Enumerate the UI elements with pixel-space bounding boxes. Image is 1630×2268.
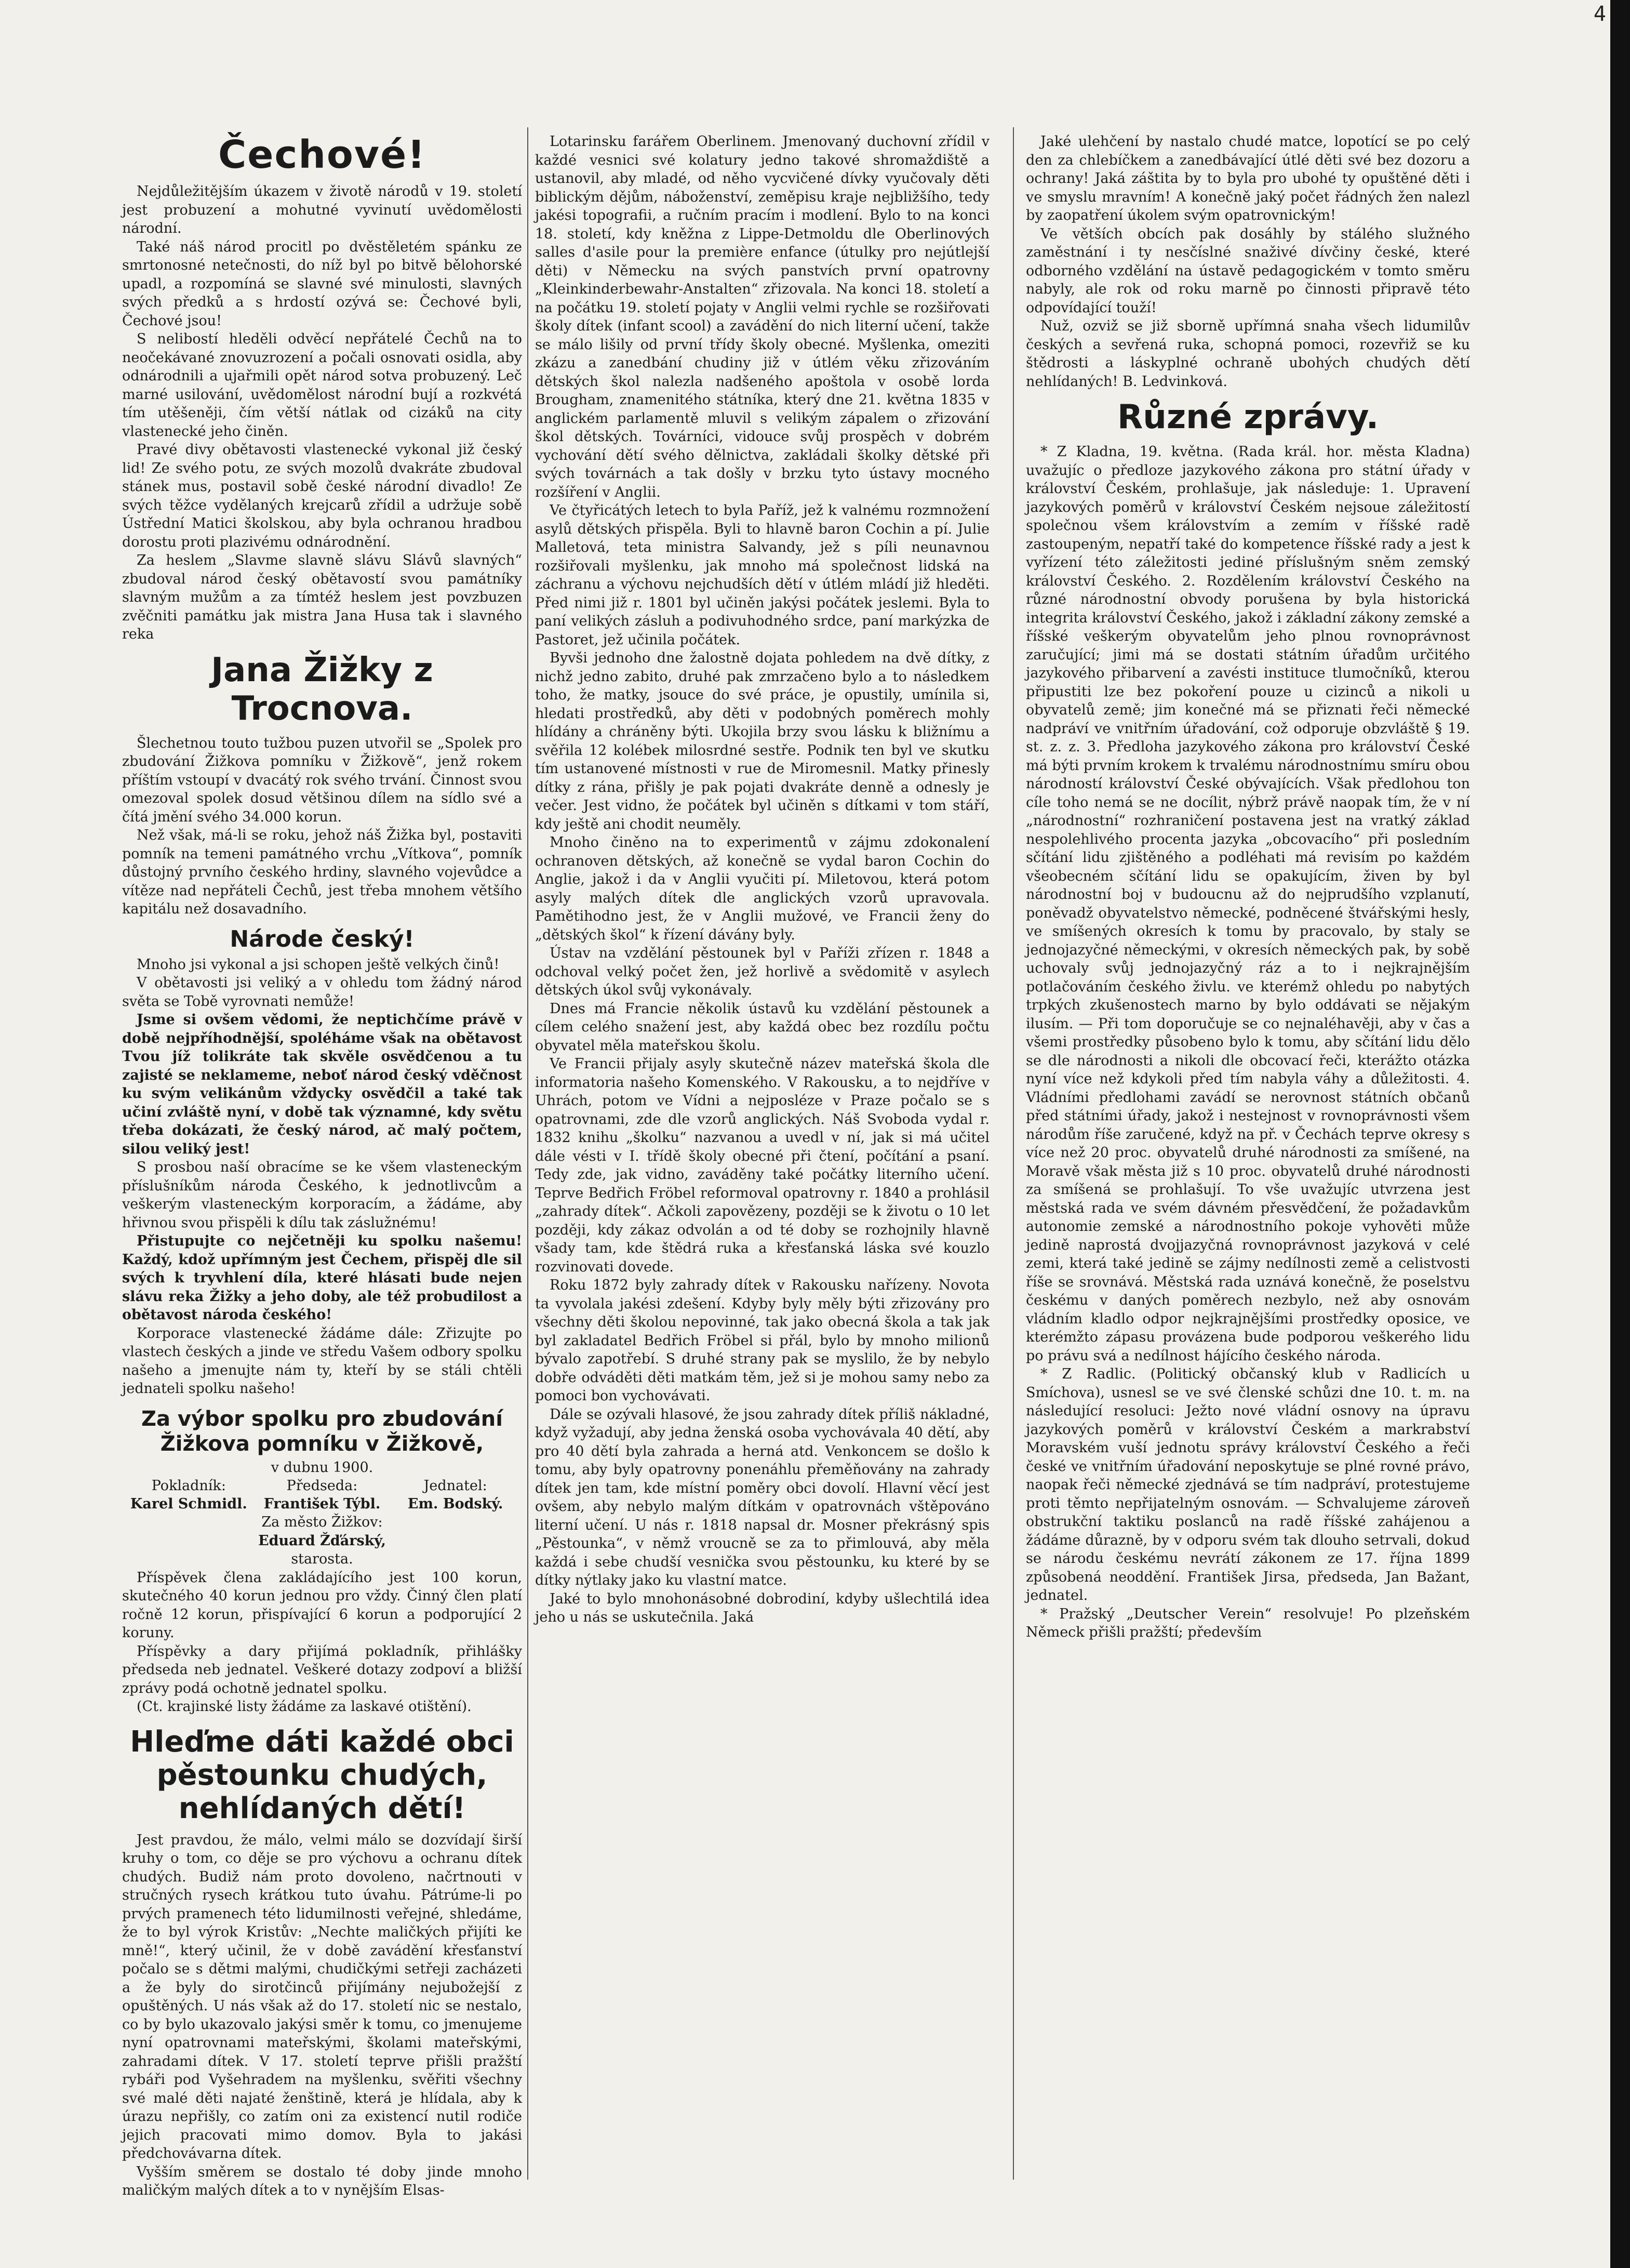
mayor-name: Eduard Žďárský, <box>258 1532 386 1549</box>
committee-title: Za výbor spolku pro zbudování Žižkova pomníku v Žižkově, <box>141 1407 503 1456</box>
paragraph: * Z Kladna, 19. května. (Rada král. hor. města Kladna) uvažujíc o předloze jazykového zákona pro státní úřady v království Českém, prohlašuje, jak následuje: 1. Upravení jazykových poměrů v království Českém nejsoue záležitostí společnou všem královstvím a zemím v říšské radě zastoupeným, nepatří také do kompetence říšské rady a jest k vyřízení této záležitosti jediné příslušným sněm zemský království Českého. 2. Rozdělením království Českého na různé národnostní obvody porušena by byla historická integrita království Českého, jakož i základní zákony zemské a říšské veškerým obyvatelům jeho plnou rovnoprávnost zaručující; jimi má se dostati státním úřadům určitého jazykového přibarvení a zavésti instituce tlumočníků, kterou připustiti lze bez pokoření pouze u cizinců a nikoli u obyvatelů země; jim konečné má se přiznati řeči německé nadpráví ve vnitřním úřadování, což odporuje obzvláště § 19. st. z. z. 3. Předloha jazykového zákona pro království České má býti prvním krokem k trvalému národnostnímu smíru obou národností království České obývajících. Však předlohou ton cíle toho nemá se ne docílit, nýbrž právě naopak tím, že v ní „národnostní“ rozhraničení postavena jest na vratký základ nespolehlivého procenta jazyka „obcovacího“ při posledním sčítání lidu zjištěného a podléhati má revisím po každém všeobecném sčítání lidu se opakujícím, živen by byl národnostní boj v budoucnu až do nejprudšího vzplanutí, poněvadž obyvatelstvo německé, podněcené štvářskými hesly, ve smíšených okresích k tomu by pracovalo, by staly se jednojazyčné německými, v okresích německých pak, by sobě uchovaly svůj jednojazyčný ráz a to i nejkrajnějším potlačováním českého živlu. ve kterémž ohledu po nabytých trpkých zkušenostech marno by bylo oddávati se nějakým ilusím. — Při tom doporučuje se co nejnaléhavěji, aby v čas a všemi prostředky působeno bylo k tomu, aby sčítání lidu dělo se dle národnosti a nikoli dle obcovací řeči, kterážto otázka nyní více než kdykoli před tím nabyla váhy a důležitosti. 4. Vládními předlohami zavádí se nerovnost státních občanů před státními úřady, jakož i nestejnost v rovnoprávnosti všem národům říše zaručené, když na př. v Čechách teprve okresy s více než 20 proc. obyvatelů druhé národnosti za smíšené, na Moravě však města již s 10 proc. obyvatelů druhé národnosti za smíšená se prohlašují. To vše uvažujíc utvrzena jest městská rada ve svém dávném přesvědčení, že požadavkům autonomie zemské a národnostního pokoje vyhověti může jedině naprostá dvojjazyčná rovnoprávnost jazyková v celé zemi, která také jedině se zájmy nedílnosti země a celistvosti říše se srovnává. Městská rada uznává konečně, že poselstvu českému v daných poměrech nezbylo, než aby osnovám vládním kladlo odpor nejkrajnějšími prostředky oposice, ve kterémžto zápasu provázena bude podporou veškerého lidu po právu svá a nedílnost hájícího českého národa. <box>1026 444 1470 1364</box>
paragraph: Dnes má Francie několik ústavů ku vzdělání pěstounek a cílem celého snažení jest, aby každá obec bez rozdílu počtu obyvatel měla mateřskou školu. <box>535 1000 990 1054</box>
paragraph: Jaké ulehčení by nastalo chudé matce, lopotící se po celý den za chlebíčkem a zanedbávající útlé děti své bez dozoru a ochrany! Jaká záštita by to byla pro ubohé ty opuštěné děti i ve smyslu mravním! A konečně jaký počet řádných žen nalezl by zaopatření úkolem svým opatrovnickým! <box>1026 134 1470 223</box>
paragraph: * Pražský „Deutscher Verein“ resolvuje! Po plzeňském Německ přišli pražští; především <box>1026 1606 1470 1640</box>
column-rule <box>1013 127 1014 2180</box>
paragraph: Ústav na vzdělání pěstounek byl v Paříži zřízen r. 1848 a odchoval velký počet žen, jež horlivě a svědomitě v asylech dětských úkol svůj vykonávaly. <box>535 945 990 998</box>
paragraph: S prosbou naší obracíme se ke všem vlasteneckým příslušníkům národa Českého, k jednotlivcům a veškerým vlasteneckým korporacím, a žádáme, aby hřivnou svou přispěli k dílu tak záslužnému! <box>122 1159 522 1231</box>
column-1 <box>122 132 522 2199</box>
heading-jana-zizky: Jana Žižky z Trocnova. <box>211 651 433 728</box>
column-3 <box>1026 132 1470 2180</box>
scan-edge <box>1610 0 1630 2268</box>
paragraph: Vyšším směrem se dostalo té doby jinde mnoho maličkým malých dítek a to v nynějším Elsas- <box>122 2164 522 2199</box>
column-rule <box>527 127 528 2180</box>
paragraph: Nejdůležitějším úkazem v životě národů v 19. století jest probuzení a mohutné vyvinutí uvědomělosti národní. <box>122 183 522 236</box>
names-row <box>122 1495 522 1513</box>
paragraph: Ve čtyřicátých letech to byla Paříž, jež k valnému rozmnožení asylů dětských přispěla. Byli to hlavně baron Cochin a pí. Julie Malletová, teta ministra Salvandy, jež s píli neunavnou rozšiřovali myšlenku, jak mnoho má společnost lidská na záchranu a výchovu nejchudších dětí v útlém mládí již hleděti. Před nimi již r. 1801 byl učiněn jakýsi počátek jeslemi. Byla to paní velikých zásluh a podivuhodného srdce, paní markýzka de Pastoret, jež učinila počátek. <box>535 502 990 648</box>
paragraph: Mnoho jsi vykonal a jsi schopen ještě velkých činů! <box>137 956 500 973</box>
person-name: František Týbl. <box>263 1496 381 1512</box>
paragraph: Příspěvky a dary přijímá pokladník, přihlášky předseda neb jednatel. Veškeré dotazy zodpoví a bližší zprávy podá ochotně jednatel spolku. <box>122 1643 522 1696</box>
paragraph: Nuž, ozviž se již sborně upřímná snaha všech lidumilův českých a sevřená ruka, schopná pomoci, rozevřiž se ku štědrosti a láskyplné ochraně ubohých chudých dětí nehlídaných! B. Ledvinková. <box>1026 318 1470 390</box>
person-name: Em. Bodský. <box>407 1496 503 1512</box>
paragraph: (Ct. krajinské listy žádáme za laskavé otištění). <box>137 1699 472 1715</box>
paragraph: Pravé divy obětavosti vlastenecké vykonal již český lid! Ze svého potu, ze svých mozolů dvakráte zbudoval stánek mus, postavil sobě české národní divadlo! Ze svých těžce vydělaných krejcarů zřídil a udržuje sobě Ústřední Matici školskou, aby byla ochranou hradbou dorostu proti plazivému odnárodnění. <box>122 442 522 550</box>
paragraph: Jaké to bylo mnohonásobné dobrodiní, kdyby ušlechtilá idea jeho u nás se uskutečnila. Jaká <box>535 1590 990 1625</box>
committee-date: v dubnu 1900. <box>271 1459 373 1476</box>
role-label: Pokladník: <box>151 1478 226 1494</box>
paragraph: Jest pravdou, že málo, velmi málo se dozvídají širší kruhy o tom, co děje se pro výchovu a ochranu dítek chudých. Budiž nám proto dovoleno, načrtnouti v stručných rysech krátkou tuto úvahu. Pátrúme-li po prvých pramenech této lidumilnosti veřejné, shledáme, že to byl výrok Kristův: „Nechte maličkých přijíti ke mně!“, který učinil, že v době zavádění křesťanství počalo se s dětmi malými, chudičkými setřeji zacházeti a že byly do sirotčinců přijímány nejubožejší z opuštěných. U nás však až do 17. století nic se nestalo, co by bylo ukazovalo jakýsi směr k tomu, co jmenujeme nyní opatrovnami mateřskými, školami mateřskými, zahradami dítek. V 17. století teprve přišli pražští rybáři pod Vyšehradem na myšlenku, svěřiti všechny své malé děti najaté ženštině, která je hlídala, aby k úrazu nepřišly, co zatím oni za existencí nutil rodiče jejich pracovati mimo domov. Byla to jakási předchovávarna dítek. <box>122 1832 522 2162</box>
paragraph: Také náš národ procitl po dvěstěletém spánku ze smrtonosné netečnosti, do níž byl po bitvě bělohorské upadl, a rozpomíná se slavné své minulosti, slavných svých předků a s hrdostí ozývá se: Čechové byli, Čechové jsou! <box>122 238 522 329</box>
paragraph: Jsme si ovšem vědomi, že neptichčíme právě v době nejpříhodnější, spoléháme však na obětavost Tvou jíž tolikráte tak skvěle osvědčenou a tu zajisté se neklameme, neboť národ český vděčnost ku svým velikánům vždycky osvědčil a také tak učiní zvláště nyní, v době tak významné, kdy světu třeba dokázati, že český národ, ač malý počtem, silou veliký jest! <box>122 1012 522 1157</box>
paragraph: Dále se ozývali hlasové, že jsou zahrady dítek příliš nákladné, když vyžadují, aby jedna ženská osoba vychovávala 40 dětí, aby pro 40 dětí byla zahrada a herná atd. Venkoncem se došlo k tomu, aby byly opatrovny ponenáhlu přeměňovány na zahrady dítek jen tam, kde místní poměry obci dovolí. Hlavní věcí jest ovšem, aby nebylo malým dítkám v opatrovnách vštěpováno literní učení. U nás r. 1818 napsal dr. Mosner překrásný spis „Pěstounka“, v němž vroucně se za to přimlouvá, aby měla každá i sebe chudší vesnička svou pěstounku, ku které by se dítky nýtlaky jako ku vlastní matce. <box>535 1406 990 1588</box>
paragraph: Mnoho činěno na to experimentů v zájmu zdokonalení ochranoven dětských, až konečně se vydal baron Cochin do Anglie, jakož i da v Anglii vyučiti pí. Miletovou, která potom asyly malých dítek dle anglických vzorů upravovala. Pamětihodno jest, že v Anglii mužové, ve Francii ženy do „dětských škol“ k řízení dávány byly. <box>535 834 990 943</box>
paragraph: Byvši jednoho dne žalostně dojata pohledem na dvě dítky, z nichž jedno zabito, druhé pak zmrzačeno bylo a to následkem toho, že matky, jsouce do své práce, je opustily, umínila si, hledati prostředků, aby děti v podobných poměrech mohly hlídány a chráněny býti. Ukojila brzy svou lásku k bližnímu a svěřila 12 kolébek milosrdné sestře. Podnik ten byl ve skutku tím ustanovené místnosti v rue de Miromesnil. Matky přinesly dítky z rána, přišly je pak pojati dvakráte denně a odnesly je večer. Jest vidno, že počátek byl učiněn s dítkami v tom stáří, kdy ještě ani chodit neuměly. <box>535 650 990 832</box>
section-heading-ruzne-zpravy: Různé zprávy. <box>1117 398 1379 436</box>
corner-mark: 4 <box>1593 2 1606 26</box>
paragraph: Přistupujte co nejčetněji ku spolku našemu! Každý, kdož upřímným jest Čechem, přispěj dle sil svých k tryvhlení díla, které hlásati bude nejen slávu reka Žižky a jeho doby, ale též probudilost a obětavost národa českého! <box>122 1233 522 1323</box>
role-label: Předseda: <box>286 1478 358 1494</box>
paragraph: Ve větších obcích pak dosáhly by stálého služného zaměstnání i ty nesčíslné snaživé dívčiny české, které odborného vzdělání na ústavě pedagogickém v tomto směru nabyly, ale rok od roku marně po činnosti připravě této odpovídající touží! <box>1026 226 1470 316</box>
article-title-pestounka: Hleďme dáti každé obci pěstounku chudých, nehlídaných dětí! <box>130 1725 514 1826</box>
paragraph: Lotarinsku farářem Oberlinem. Jmenovaný duchovní zřídil v každé vesnici své kolatury jedno takové shromaždiště a ustanovil, aby mladé, od něho vycvičené dívky vyučovaly děti biblickým dějům, náboženství, zeměpisu kraje nejbližšího, tedy jakési topografii, a ručním pracím i modlení. Bylo to na konci 18. století, kdy kněžna z Lippe-Detmoldu dle Oberlinových salles d'asile pour la première enfance (útulky pro nejútlejší děti) v Německu na svých panstvích první opatrovny „Kleinkinderbewahr-Anstalten“ zřizovala. Na konci 18. století a na počátku 19. století pojaty v Anglii velmi rychle se rozšiřovati školy dítek (infant scool) a zavádění do nich literní učení, takže se málo lišily od první třídy školy obecné. Myšlenka, omeziti zkázu a zanedbání chudiny již v útlém věku zřizováním dětských škol nalezla nadšeného apoštola v osobě lorda Brougham, znamenitého státníka, který dne 21. května 1835 v anglickém parlamentě mluvil s velikým zápalem o zřizování škol dětských. Továrníci, vidouce svůj prospěch v dobrém vychování dětí svého dělnictva, zakládali školky dětské při svých továrnách a tak došly v brzku tyto ústavy mocného rozšíření v Anglii. <box>535 134 990 500</box>
paragraph: Než však, má-li se roku, jehož náš Žižka byl, postaviti pomník na temeni památného vrchu „Vítkova“, pomník důstojný prvního českého hrdiny, slavného vojevůdce a vítěze nad nepřáteli Čechů, jest třeba mnohem většího kapitálu než dosavadního. <box>122 827 522 917</box>
roles-row <box>122 1477 522 1495</box>
paragraph: V obětavosti jsi veliký a v ohledu tom žádný národ světa se Tobě vyrovnati nemůže! <box>122 975 522 1010</box>
column-2 <box>535 132 990 2180</box>
paragraph: Korporace vlastenecké žádáme dále: Zřizujte po vlastech českých a jinde ve středu Vašem odbory spolku našeho a jmenujte nám ty, kteří by se stáli chtěli jednateli spolku našeho! <box>122 1325 522 1397</box>
role-label: Jednatel: <box>423 1478 487 1494</box>
subheading-narode: Národe český! <box>230 925 415 952</box>
mayor-title: starosta. <box>291 1551 353 1567</box>
paragraph: Příspěvek člena zakládajícího jest 100 korun, skutečného 40 korun jednou pro vždy. Činný člen platí ročně 12 korun, přispívající 6 korun a podporující 2 koruny. <box>122 1569 522 1641</box>
paragraph: Roku 1872 byly zahrady dítek v Rakousku nařízeny. Novota ta vyvolala jakési zdešení. Kdyby byly měly býti zřizovány pro všechny děti školou nepovinné, tak jako obecná škola a tak jak byl zakladatel Bedřich Fröbel si přál, bylo by mnoho milionů bývalo zapotřebí. S druhé strany pak se myslilo, že by nebylo dobře odváděti děti matkám těm, jež si je mohou samy nebo za pomoci bon vychovávati. <box>535 1277 990 1404</box>
article-title-cechove: Čechové! <box>218 132 426 177</box>
paragraph: Šlechetnou touto tužbou puzen utvořil se „Spolek pro zbudování Žižkova pomníku v Žižkově“, jenž rokem příštím vstoupí v dvacátý rok svého trvání. Činnost svou omezoval spolek dosud většinou dílem na sídlo své a čítá jmění svého 34.000 korun. <box>122 735 522 825</box>
person-name: Karel Schmidl. <box>130 1496 247 1512</box>
paragraph: Ve Francii přijaly asyly skutečně název mateřská škola dle informatoria našeho Komenského. V Rakousku, a to nejdříve v Uhrách, potom ve Vídni a nejposléze v Praze počalo se s opatrovnami, zde dle vzorů anglických. Náš Svoboda vydal r. 1832 knihu „školku“ nazvanou a uvedl v ní, jak si má učitel dále vésti v I. třídě školy obecné při čtení, počítání a psaní. Tedy zde, jak vidno, zaváděny také počátky literního učení. Teprve Bedřich Fröbel reformoval opatrovny r. 1840 a prohlásil „zahrady dítek“. Ačkoli zapovězeny, později se k životu o 10 let později, kdy zákaz odvolán a od té doby se rozhojnily hlavně všady tam, kde štědrá ruka a křesťanská láska své kouzlo rozvinovati dovede. <box>535 1056 990 1275</box>
paragraph: S nelibostí hleděli odvěcí nepřátelé Čechů na to neočekávané znovuzrození a počali osnovati osidla, aby odnárodnili a ujařmili opět národ sotva probuzený. Leč marné usilování, uvědomělost národní bují a rozkvétá tím utěšeněji, čím větší nátlak od cizáků na city vlastenecké jeho činěn. <box>122 331 522 440</box>
paragraph: * Z Radlic. (Politický občanský klub v Radlicích u Smíchova), usnesl se ve své členské schůzi dne 10. t. m. na následující resoluci: Ježto nové vládní osnovy na úpravu jazykových poměrů v království Českém a markrabství Moravském vuší jednotu správy království Českého a řeči české ve vnitřním úřadování neposkytuje se plné rovné právo, naopak řeči německé zjednává se tím nadpráví, protestujeme proti těmto nepřijatelným osnovám. — Schvalujeme zároveň obstrukční taktiku poslanců na radě říšské zahájenou a žádáme důrazně, by v odporu svém tak dlouho setrvali, dokud se národu českému nevrátí zákonem ze 17. října 1899 způsobená neoddění. František Jirsa, předseda, Jan Bažant, jednatel. <box>1026 1366 1470 1603</box>
paragraph: Za heslem „Slavme slavně slávu Slávů slavných“ zbudoval národ český obětavostí svou památníky slavným mužům a za tímtéž heslem jest povzbuzen zvěčniti památku jak mistra Jana Husa tak i slavného reka <box>122 552 522 642</box>
city-label: Za město Žižkov: <box>261 1514 383 1530</box>
